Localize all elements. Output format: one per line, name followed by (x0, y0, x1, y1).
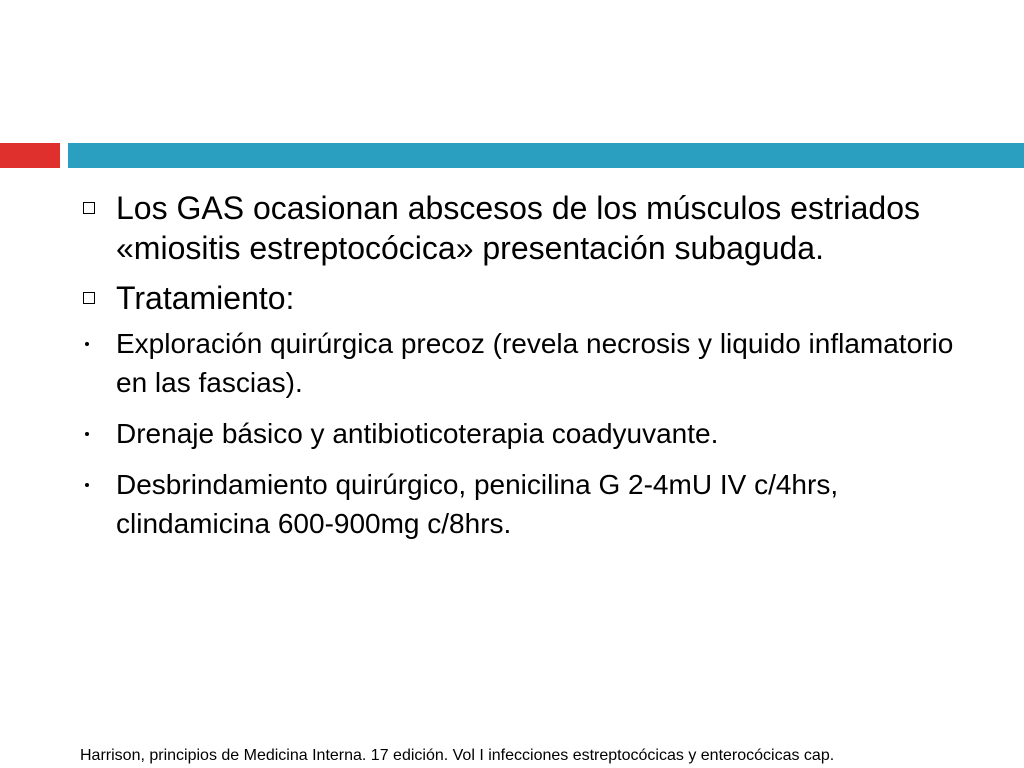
bullet-text: Los GAS ocasionan abscesos de los músculos estriados «miositis estreptocócica» presentación subaguda. (116, 190, 920, 266)
square-bullet-icon (78, 188, 116, 228)
sub-bullet-text: Desbrindamiento quirúrgico, penicilina G 2-4mU IV c/4hrs, clindamicina 600-900mg c/8hrs. (116, 469, 839, 539)
accent-bar-teal (68, 143, 1024, 168)
sub-bullet-item (78, 414, 978, 453)
dot-bullet-icon (78, 414, 116, 453)
bullet-item (78, 188, 978, 268)
dot-bullet-icon (78, 465, 116, 504)
sub-bullet-text: Drenaje básico y antibioticoterapia coadyuvante. (116, 418, 719, 449)
footer-citation: Harrison, principios de Medicina Interna. 17 edición. Vol I infecciones estreptocócicas y enterocócicas cap. (80, 747, 835, 764)
sub-bullet-item (78, 465, 978, 543)
accent-bar-red (0, 143, 60, 168)
bullet-item (78, 278, 978, 318)
sub-bullet-item (78, 324, 978, 402)
bullet-text: Tratamiento: (116, 280, 295, 316)
square-bullet-icon (78, 278, 116, 318)
dot-bullet-icon (78, 324, 116, 363)
slide-content (78, 188, 978, 543)
sub-bullet-text: Exploración quirúrgica precoz (revela necrosis y liquido inflamatorio en las fascias). (116, 328, 954, 398)
